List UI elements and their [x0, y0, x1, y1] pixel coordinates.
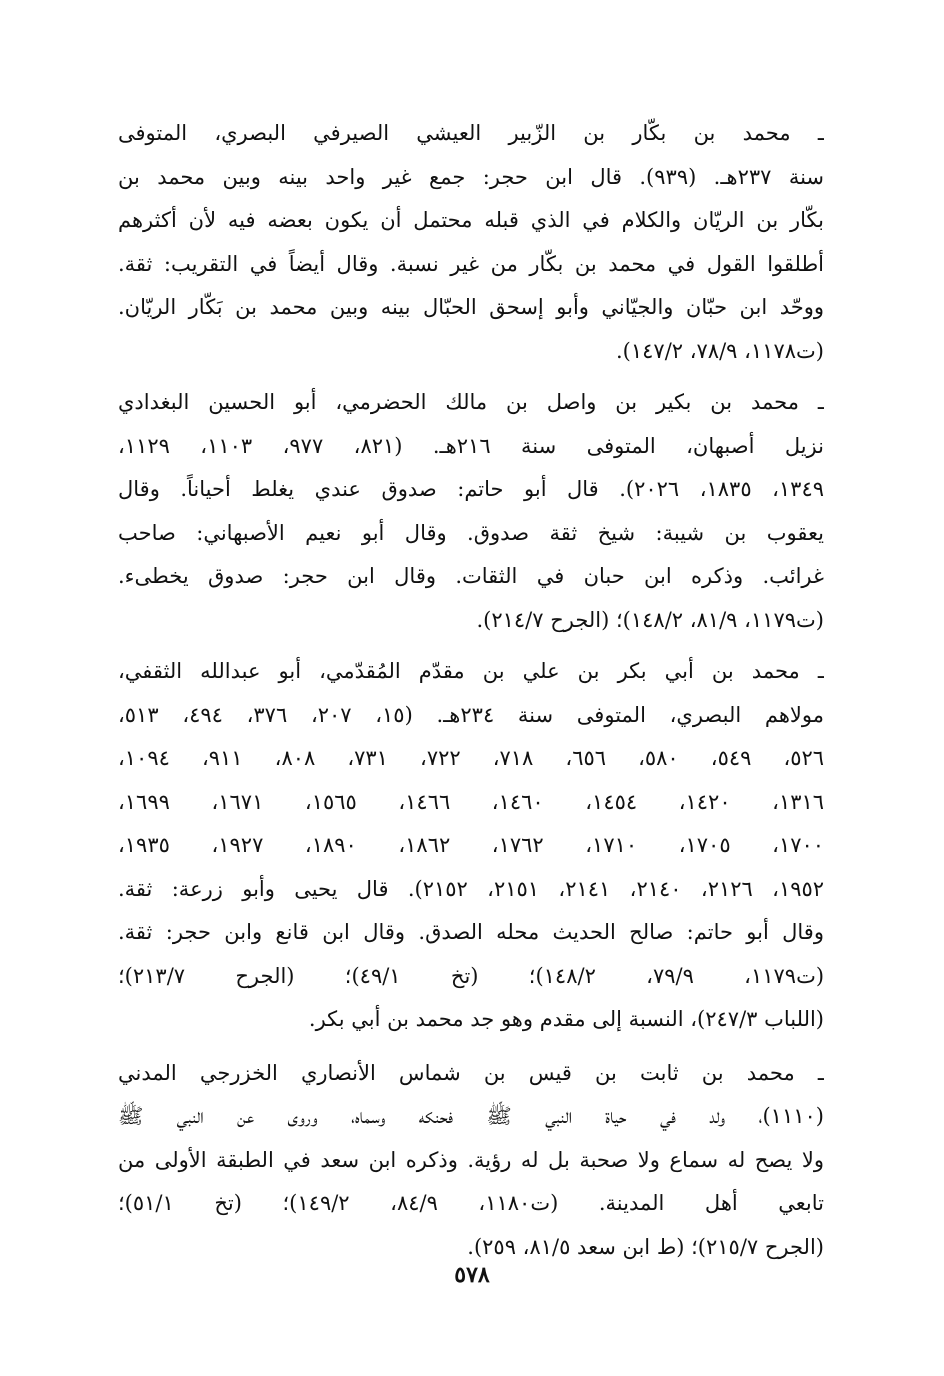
text-line: بكّار بن الريّان والكلام في الذي قبله محتمل أن يكون بعضه فيه لأن أكثرهم [118, 208, 824, 232]
text-line: غرائب. وذكره ابن حبان في الثقات. وقال ابن حجر: صدوق يخطىء. [118, 564, 824, 588]
text-line: وقال أبو حاتم: صالح الحديث محله الصدق. وقال ابن قانع وابن حجر: ثقة. [118, 920, 824, 944]
text-line: (الجرح ٢١٥/٧)؛ (ط ابن سعد ٨١/٥، ٢٥٩). [467, 1234, 824, 1259]
entry-muhammad-ibn-abi-bakr [118, 650, 824, 1042]
text-line: ووحّد ابن حبّان والجيّاني وأبو إسحق الحبّال بينه وبين محمد بن بَكّار الريّان. [118, 295, 824, 319]
text-line: ١٩٥٢، ٢١٢٦، ٢١٤٠، ٢١٤١، ٢١٥١، ٢١٥٢). قال يحيى وأبو زرعة: ثقة. [118, 876, 824, 901]
text-line: (ت١١٧٩، ٨١/٩، ١٤٨/٢)؛ (الجرح ٢١٤/٧). [476, 607, 824, 632]
text-line: ٥٢٦، ٥٤٩، ٥٨٠، ٦٥٦، ٧١٨، ٧٢٢، ٧٣١، ٨٠٨، ٩١١، ١٠٩٤، [118, 746, 824, 770]
text-line: نزيل أصبهان، المتوفى سنة ٢١٦هـ. (٨٢١، ٩٧٧، ١١٠٣، ١١٢٩، [118, 433, 824, 458]
text-line: ـ محمد بن أبي بكر بن علي بن مقدّم المُقدّمي، أبو عبدالله الثقفي، [118, 659, 824, 683]
text-line: ١٣١٦، ١٤٢٠، ١٤٥٤، ١٤٦٠، ١٤٦٦، ١٥٦٥، ١٦٧١، ١٦٩٩، [118, 789, 824, 814]
entry-muhammad-ibn-thabit [118, 1052, 824, 1270]
text-line: (ت١١٧٨، ٧٨/٩، ١٤٧/٢). [616, 338, 824, 363]
text-line: ـ محمد بن بكير بن واصل بن مالك الحضرمي، أبو الحسين البغدادي [118, 390, 824, 414]
text-line: (١١١٠)، ولد في حياة النبي ﷺ فحنكه وسماه، وروى عن النبي ﷺ [118, 1104, 824, 1128]
text-line: ـ محمد بن بكّار بن الزّبير العيشي الصيرفي البصري، المتوفى [118, 121, 824, 145]
page-number: ٥٧٨ [454, 1262, 490, 1288]
text-line: يعقوب بن شيبة: شيخ ثقة صدوق. وقال أبو نعيم الأصبهاني: صاحب [118, 520, 824, 545]
text-line: سنة ٢٣٧هـ. (٩٣٩). قال ابن حجر: جمع غير واحد بينه وبين محمد بن [118, 164, 824, 189]
text-line: تابعي أهل المدينة. (ت١١٨٠، ٨٤/٩، ١٤٩/٢)؛ (تخ ٥١/١)؛ [118, 1191, 824, 1215]
text-line: أطلقوا القول في محمد بن بكّار من غير نسبة. وقال أيضاً في التقريب: ثقة. [118, 251, 824, 276]
page-body [118, 112, 824, 1277]
text-line: ١٣٤٩، ١٨٣٥، ٢٠٢٦). قال أبو حاتم: صدوق عندي يغلط أحياناً. وقال [118, 477, 824, 501]
text-line: ـ محمد بن ثابت بن قيس بن شماس الأنصاري الخزرجي المدني [118, 1060, 824, 1085]
text-line: ١٧٠٠، ١٧٠٥، ١٧١٠، ١٧٦٢، ١٨٦٢، ١٨٩٠، ١٩٢٧، ١٩٣٥، [118, 833, 824, 857]
text-line: (اللباب ٢٤٧/٣)، النسبة إلى مقدم وهو جد محمد بن أبي بكر. [308, 1007, 824, 1031]
text-line: (ت١١٧٩، ٧٩/٩، ١٤٨/٢)؛ (تخ ٤٩/١)؛ (الجرح ٢١٣/٧)؛ [118, 963, 824, 988]
text-line: مولاهم البصري، المتوفى سنة ٢٣٤هـ. (١٥، ٢٠٧، ٣٧٦، ٤٩٤، ٥١٣، [118, 702, 824, 727]
text-line: ولا يصح له سماع ولا صحبة بل له رؤية. وذكره ابن سعد في الطبقة الأولى من [118, 1147, 824, 1172]
entry-muhammad-ibn-bukayr [118, 381, 824, 642]
entry-muhammad-ibn-bakkar [118, 112, 824, 373]
